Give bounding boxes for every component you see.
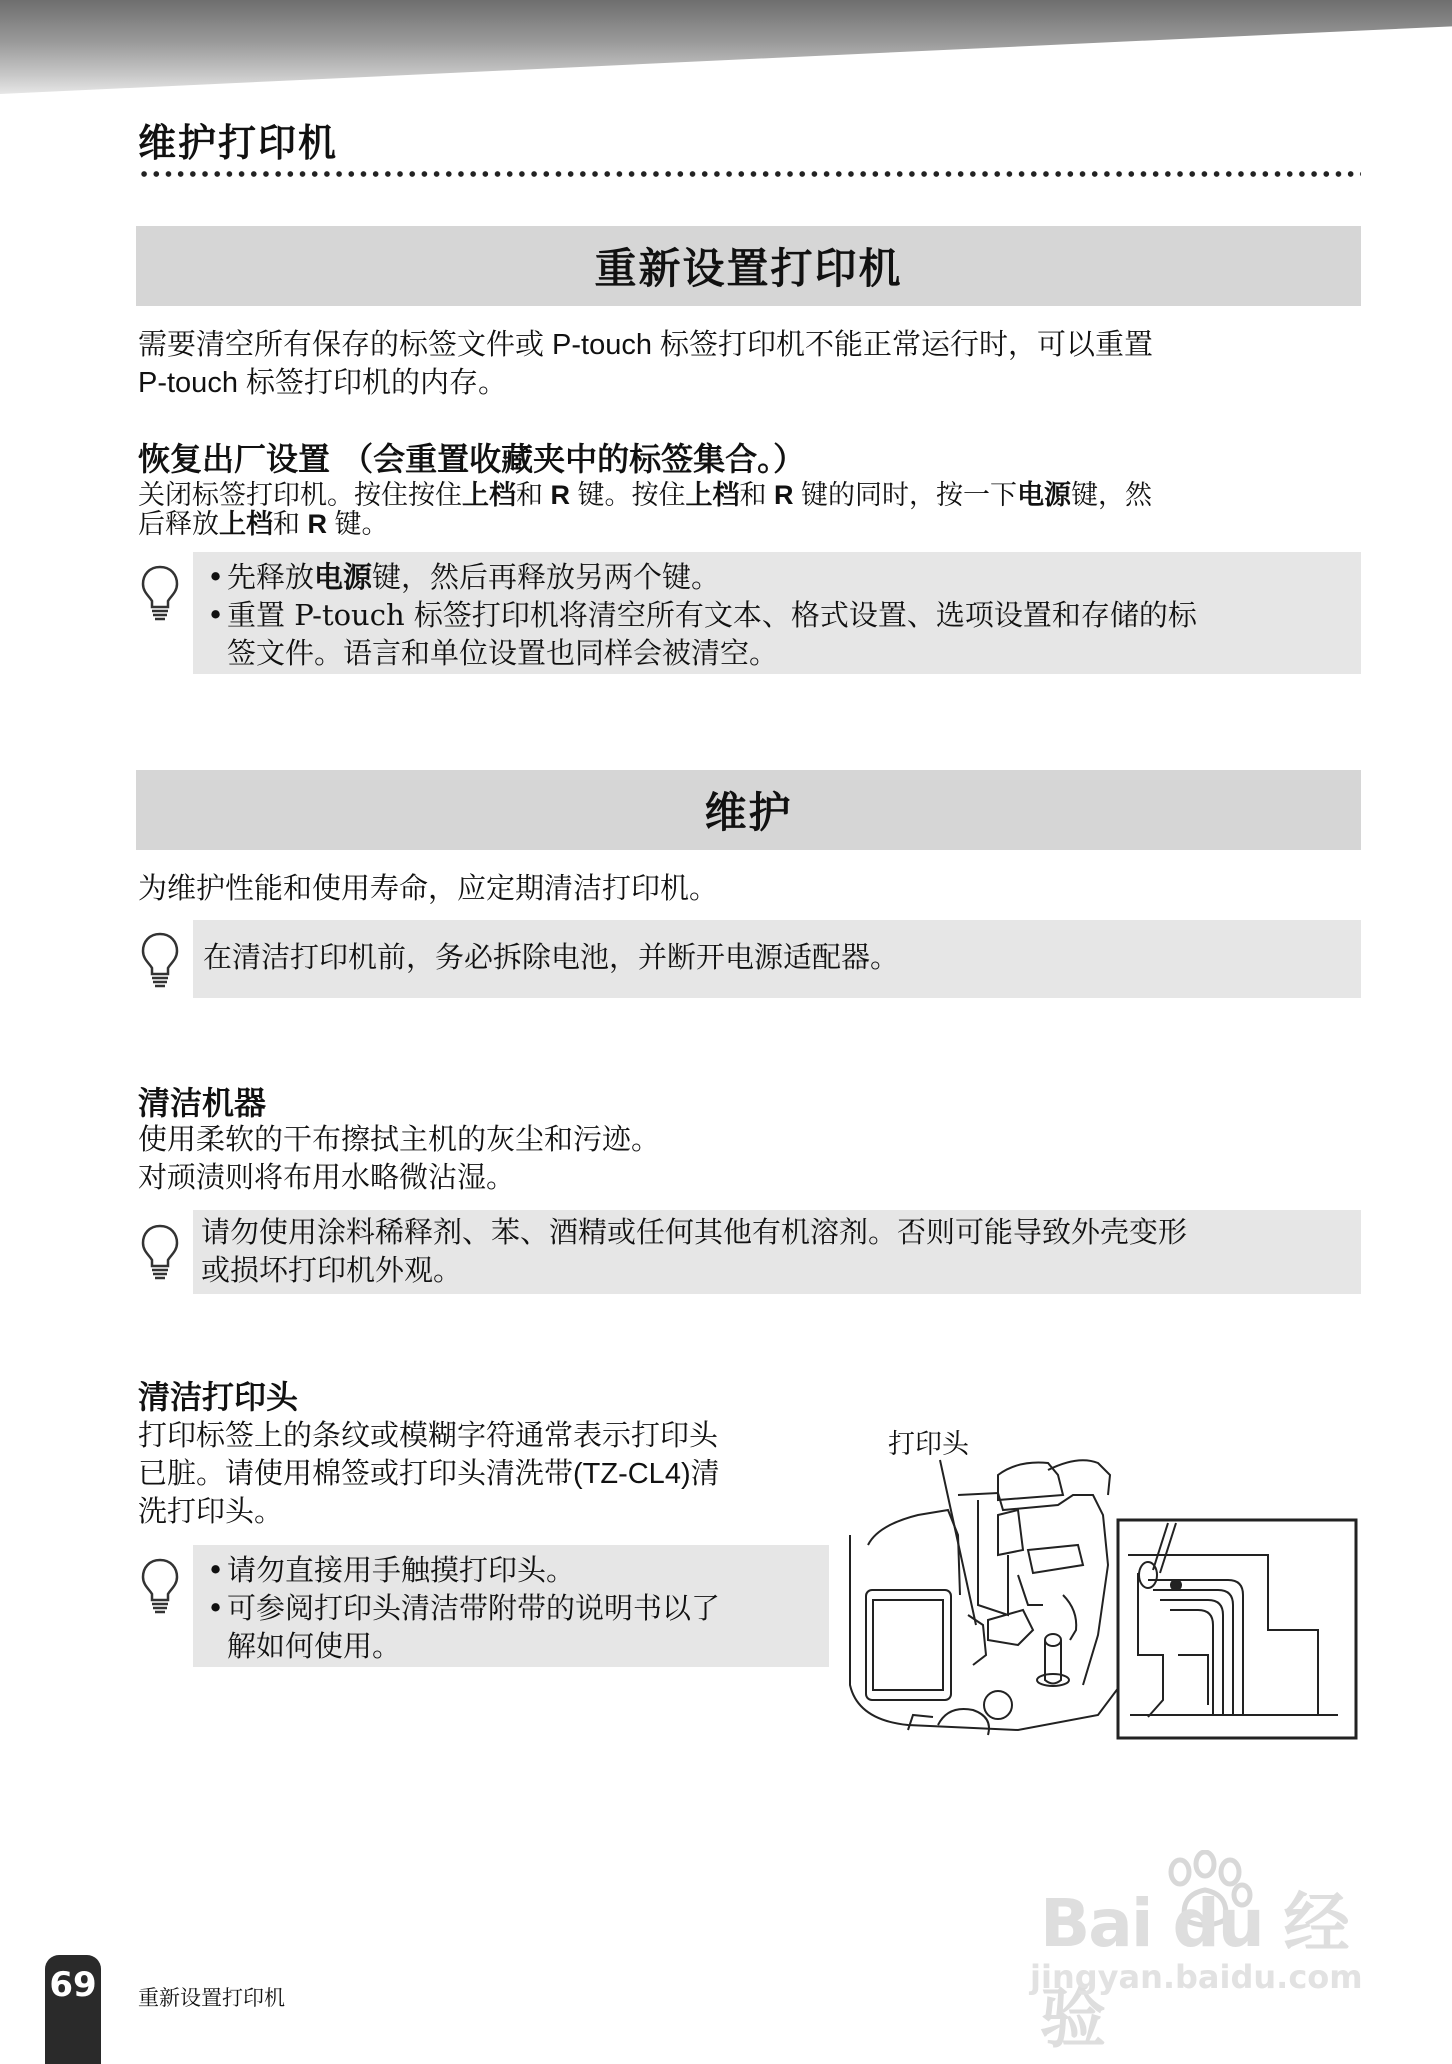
- note-text: • 可参阅打印头清洁带附带的说明书以了: [227, 1591, 721, 1625]
- section-title-maintenance: 维护: [136, 770, 1361, 850]
- key-r: R: [774, 480, 794, 510]
- note-text: 键，然后再释放另两个键。: [372, 560, 721, 594]
- section-title-reset: 重新设置打印机: [136, 226, 1361, 306]
- factory-reset-steps: [138, 481, 1363, 539]
- key-shift: 上档: [462, 480, 516, 510]
- note-text: 请勿使用涂料稀释剂、苯、酒精或任何其他有机溶剂。否则可能导致外壳变形: [201, 1215, 1188, 1249]
- key-power: 电源: [1017, 480, 1072, 510]
- key-shift: 上档: [685, 480, 740, 510]
- steps-line2: [138, 510, 1363, 539]
- key-shift: 上档: [219, 509, 273, 539]
- reset-intro-line1: 需要清空所有保存的标签文件或 P-touch 标签打印机不能正常运行时，可以重置: [138, 329, 1154, 361]
- lightbulb-icon: [140, 930, 180, 990]
- baidu-watermark: [1030, 1850, 1370, 2057]
- step-text: 和: [273, 509, 308, 539]
- clean-unit-text: [138, 1121, 660, 1197]
- clean-unit-line1: 使用柔软的干布擦拭主机的灰尘和污迹。: [138, 1124, 661, 1156]
- clean-head-heading: 清洁打印头: [138, 1378, 299, 1416]
- note-text: 先释放: [227, 560, 315, 594]
- clean-unit-line2: 对顽渍则将布用水略微沾湿。: [138, 1162, 516, 1194]
- note-item: [203, 1551, 819, 1589]
- clean-unit-heading: 清洁机器: [138, 1084, 267, 1122]
- clean-head-text: [138, 1417, 720, 1531]
- step-text: 和: [739, 480, 775, 510]
- dotted-divider: [138, 170, 1361, 178]
- clean-unit-note: [193, 1210, 1361, 1294]
- maintenance-intro: 为维护性能和使用寿命，应定期清洁打印机。: [138, 873, 719, 905]
- note-text: 或损坏打印机外观。: [201, 1253, 463, 1287]
- factory-reset-heading: 恢复出厂设置 （会重置收藏夹中的标签集合。）: [138, 440, 806, 478]
- step-text: 键。按住: [570, 480, 686, 510]
- note-text: 请勿直接用手触摸打印头。: [227, 1553, 576, 1587]
- page-number: 69: [45, 1955, 101, 2064]
- key-power: 电源: [314, 560, 373, 594]
- maintenance-note: [193, 920, 1361, 998]
- reset-note: [193, 552, 1361, 674]
- chapter-title: 维护打印机: [138, 121, 339, 165]
- watermark-brand: Bai du 经验: [1040, 1885, 1348, 2057]
- watermark-url: jingyan.baidu.com: [1030, 1958, 1363, 1996]
- note-item: [203, 596, 1351, 672]
- note-text: 解如何使用。: [227, 1629, 402, 1663]
- note-text: 在清洁打印机前，务必拆除电池，并断开电源适配器。: [203, 940, 900, 974]
- reset-intro-line2: P-touch 标签打印机的内存。: [138, 367, 507, 399]
- step-text: 键。: [327, 509, 389, 539]
- step-text: 键的同时，按一下: [793, 480, 1018, 510]
- note-item: [203, 558, 1351, 596]
- footer-section-name: 重新设置打印机: [138, 1986, 285, 2010]
- key-r: R: [307, 509, 328, 539]
- lightbulb-icon: [140, 1556, 180, 1616]
- note-text: 签文件。语言和单位设置也同样会被清空。: [227, 636, 779, 670]
- step-text: 和: [516, 480, 551, 510]
- step-text: 键，然: [1071, 480, 1153, 510]
- lightbulb-icon: [140, 1222, 180, 1282]
- header-band: [0, 0, 1452, 94]
- clean-head-line2: 已脏。请使用棉签或打印头清洗带(TZ-CL4)清: [138, 1458, 720, 1490]
- print-head-diagram: [848, 1455, 1358, 1740]
- steps-line1: [138, 481, 1363, 510]
- key-r: R: [550, 480, 571, 510]
- note-item: [203, 1589, 819, 1665]
- step-text: 后释放: [138, 509, 219, 539]
- reset-intro: [138, 326, 1153, 402]
- clean-head-line3: 洗打印头。: [138, 1496, 284, 1528]
- print-head-label: 打印头: [888, 1429, 969, 1459]
- clean-head-note: [193, 1545, 829, 1667]
- step-text: 关闭标签打印机。按住按住: [138, 480, 462, 510]
- note-text: • 重置 P-touch 标签打印机将清空所有文本、格式设置、选项设置和存储的标: [227, 598, 1197, 632]
- lightbulb-icon: [140, 563, 180, 623]
- clean-head-line1: 打印标签上的条纹或模糊字符通常表示打印头: [138, 1420, 719, 1452]
